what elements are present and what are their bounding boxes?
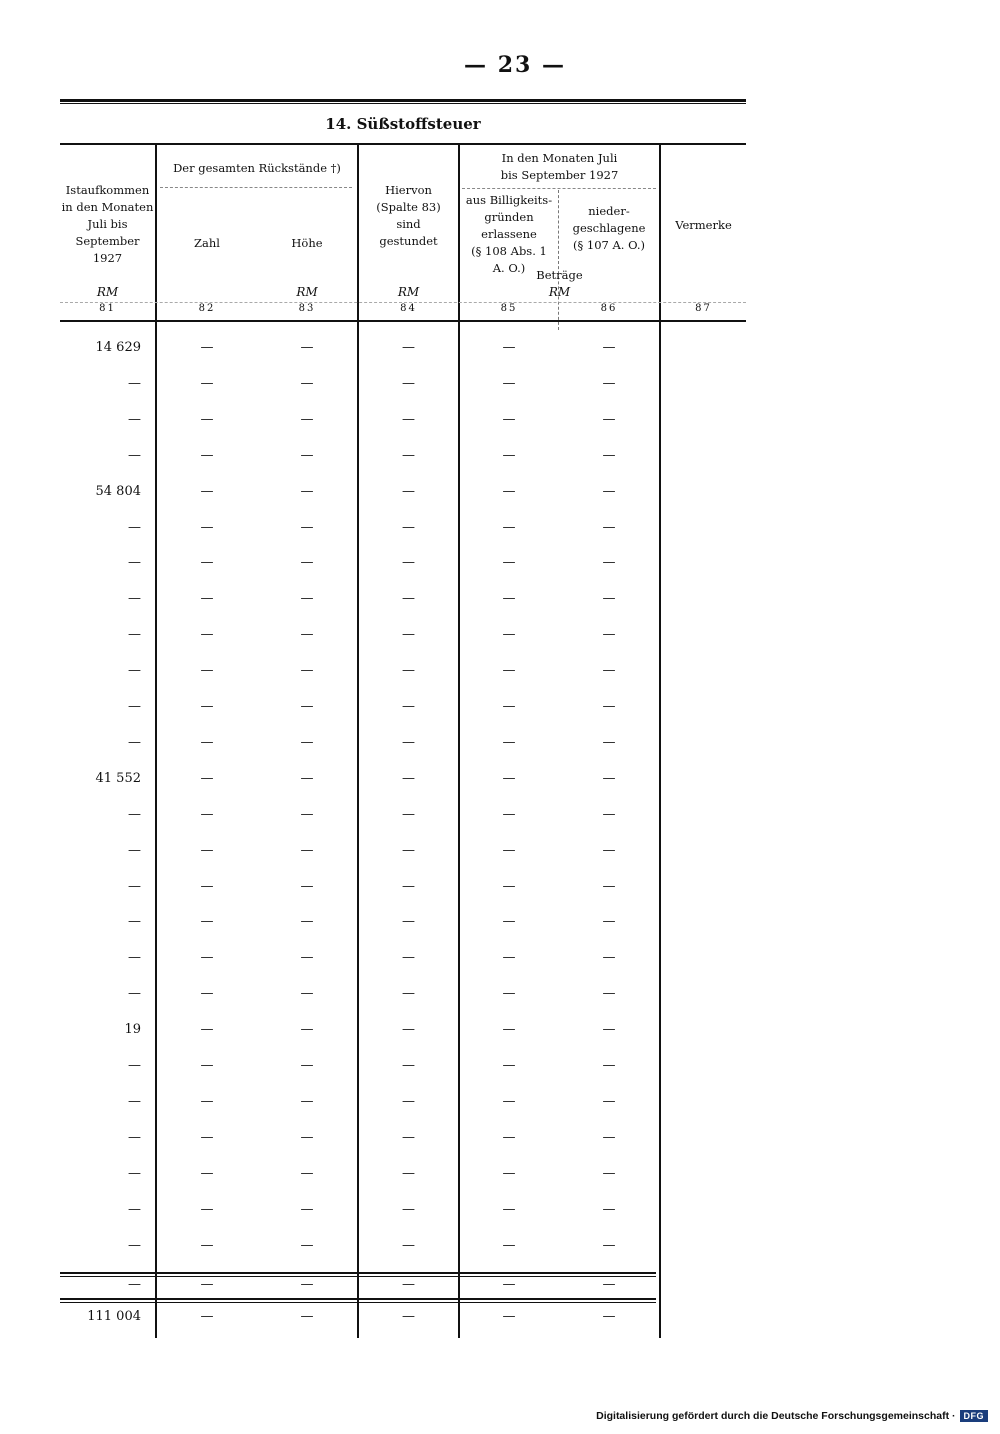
cell-col83: — [300,1058,314,1073]
cell-col83: — [300,483,314,499]
subtotal-row [60,1270,746,1300]
cell-col83: — [300,375,314,391]
cell-col84: — [402,627,415,643]
cell-col83: — [300,878,314,894]
table-row [60,617,746,653]
cell-col81: — [128,411,141,427]
subtotal-col84: — [402,1277,415,1292]
cell-col83: — [300,447,314,463]
table-row [60,1048,746,1084]
cell-col82: — [200,1093,214,1109]
subtotal-col83: — [300,1277,314,1292]
cell-col82: — [200,699,214,714]
cell-col85: — [502,483,516,499]
cell-col83: — [300,1022,314,1038]
subtotal-col86: — [602,1277,616,1292]
cell-col84: — [402,591,415,607]
cell-col82: — [200,914,214,930]
cell-col84: — [402,986,415,1002]
cell-col81: — [128,375,141,391]
cell-col81: — [128,950,141,966]
header-col81-line: September 1927 [75,234,140,265]
cell-col84: — [402,555,415,571]
cell-col86: — [602,1201,616,1217]
cell-col83: — [300,1165,314,1181]
cell-col84: — [402,914,415,930]
cell-col85: — [502,1058,516,1073]
unit-col84: RM [397,285,420,299]
subtotal-col81: — [128,1277,141,1292]
table-row [60,940,746,976]
table-row [60,545,746,581]
column-number: 84 [400,303,417,314]
header-col85-line: gründen [484,210,534,224]
table-row [60,438,746,474]
cell-col86: — [602,411,616,427]
cell-col81: — [128,914,141,930]
table-row [60,1192,746,1228]
cell-col85: — [502,950,516,966]
cell-col85: — [502,1093,516,1109]
cell-col85: — [502,734,516,750]
cell-col85: — [502,1237,516,1253]
cell-col84: — [402,447,415,463]
page-number: — 23 — [464,52,566,78]
cell-col81: — [128,447,141,463]
table-row [60,904,746,940]
header-col81 [60,182,155,267]
cell-col86: — [602,1237,616,1253]
unit-col83: RM [296,285,318,299]
header-col84-line: gestundet [379,234,438,248]
cell-col82: — [200,986,214,1002]
cell-col85: — [502,1201,516,1217]
cell-col86: — [602,555,616,571]
cell-col85: — [502,627,516,643]
cell-col81: 41 552 [95,770,141,786]
cell-col82: — [200,1058,214,1073]
total-col81: 111 004 [87,1309,141,1324]
cell-col82: — [200,555,214,571]
cell-col85: — [502,411,516,427]
column-number: 86 [600,303,618,314]
table-row [60,833,746,869]
cell-col86: — [602,878,616,894]
cell-col86: — [602,950,616,966]
cell-col83: — [300,950,314,966]
header-rueckstaende-rule [160,187,352,188]
cell-col82: — [200,519,214,535]
cell-col86: — [602,806,616,822]
unit-col85-86: RM [548,285,571,299]
total-col85: — [502,1309,516,1324]
header-months-line: bis September 1927 [500,168,619,182]
cell-col84: — [402,1058,415,1073]
cell-col86: — [602,734,616,750]
cell-col85: — [502,1022,516,1038]
cell-col82: — [200,627,214,643]
cell-col86: — [602,986,616,1002]
column-number-row [60,303,746,319]
cell-col83: — [300,1129,314,1145]
cell-col82: — [200,950,214,966]
cell-col86: — [602,340,616,355]
cell-col85: — [502,375,516,391]
cell-col81: — [128,1201,141,1217]
cell-col86: — [602,627,616,643]
cell-col81: — [128,806,141,822]
table-row [60,581,746,617]
cell-col84: — [402,1022,415,1038]
total-col84: — [402,1309,415,1324]
table-row [60,1012,746,1048]
header-col84 [359,182,458,250]
cell-col86: — [602,1022,616,1038]
column-number: 81 [99,303,116,314]
header-col84-line: Hiervon [385,183,432,197]
dfg-logo-icon: DFG [960,1410,989,1422]
cell-col82: — [200,842,214,858]
cell-col82: — [200,1237,214,1253]
cell-col84: — [402,699,415,714]
cell-col83: — [300,842,314,858]
cell-col85: — [502,591,516,607]
cell-col81: — [128,555,141,571]
cell-col84: — [402,519,415,535]
table-row [60,474,746,510]
cell-col83: — [300,555,314,571]
cell-col86: — [602,591,616,607]
cell-col83: — [300,663,314,679]
cell-col85: — [502,447,516,463]
cell-col81: — [128,1237,141,1253]
cell-col82: — [200,1165,214,1181]
cell-col81: — [128,878,141,894]
cell-col82: — [200,340,214,355]
cell-col86: — [602,842,616,858]
cell-col86: — [602,1165,616,1181]
header-rueckstaende: Der gesamten Rückstände †) [173,161,341,175]
header-col84-line: sind [396,217,421,231]
cell-col82: — [200,1201,214,1217]
cell-col83: — [300,519,314,535]
table-row [60,653,746,689]
header-col82: Zahl [194,236,220,250]
cell-col82: — [200,411,214,427]
table-row [60,402,746,438]
unit-col81: RM [96,285,119,299]
cell-col81: — [128,663,141,679]
cell-col83: — [300,1237,314,1253]
cell-col86: — [602,519,616,535]
table-row [60,869,746,905]
header-col85-line: A. O.) [492,261,526,275]
cell-col84: — [402,375,415,391]
cell-col85: — [502,663,516,679]
header-col85 [460,192,558,277]
top-rule-thin [60,103,746,104]
top-rule [60,99,746,102]
total-col83: — [300,1309,314,1324]
cell-col84: — [402,878,415,894]
header-col81-line: Juli bis [87,217,128,231]
cell-col82: — [200,447,214,463]
column-number: 83 [298,303,316,314]
cell-col81: 54 804 [95,483,141,499]
cell-col86: — [602,914,616,930]
table-row [60,797,746,833]
cell-col81: — [128,1129,141,1145]
table-row [60,510,746,546]
cell-col82: — [200,770,214,786]
cell-col81: — [128,699,141,714]
header-col85-line: (§ 108 Abs. 1 [471,244,547,258]
table-row [60,689,746,725]
cell-col84: — [402,734,415,750]
cell-col81: 19 [124,1022,141,1038]
table-row [60,1228,746,1264]
column-number: 85 [500,303,518,314]
subtotal-col85: — [502,1277,516,1292]
cell-col84: — [402,340,415,355]
cell-col82: — [200,663,214,679]
cell-col82: — [200,375,214,391]
cell-col82: — [200,806,214,822]
cell-col84: — [402,806,415,822]
digitization-footer [596,1410,988,1422]
cell-col85: — [502,842,516,858]
cell-col81: — [128,986,141,1002]
cell-col84: — [402,950,415,966]
cell-col83: — [300,627,314,643]
total-row [60,1300,746,1334]
header-col84-line: (Spalte 83) [376,200,441,214]
cell-col84: — [402,842,415,858]
cell-col83: — [300,734,314,750]
cell-col81: 14 629 [95,340,141,355]
header-col85-line: erlassene [481,227,537,241]
cell-col85: — [502,340,516,355]
column-number: 82 [198,303,216,314]
header-col83: Höhe [291,236,323,250]
cell-col83: — [300,591,314,607]
section-title: 14. Süßstoffsteuer [325,115,481,133]
header-col81-line: Istaufkommen [65,183,150,197]
cell-col81: — [128,627,141,643]
footer-text: Digitalisierung gefördert durch die Deutsche Forschungsgemeinschaft · [596,1410,956,1422]
total-col82: — [200,1309,214,1324]
cell-col82: — [200,1022,214,1038]
total-col86: — [602,1309,616,1324]
table-row [60,1120,746,1156]
cell-col83: — [300,770,314,786]
cell-col81: — [128,734,141,750]
table-row [60,761,746,797]
subtotal-col82: — [200,1277,214,1292]
header-months-line: In den Monaten Juli [501,151,618,165]
cell-col85: — [502,1129,516,1145]
column-number: 87 [695,303,712,314]
cell-col81: — [128,1165,141,1181]
header-betraege: Beträge [536,268,583,282]
header-col86 [559,203,659,254]
cell-col82: — [200,483,214,499]
cell-col83: — [300,914,314,930]
table-row [60,366,746,402]
cell-col86: — [602,375,616,391]
table-row [60,1084,746,1120]
header-col86-line: nieder- [588,204,630,218]
cell-col84: — [402,770,415,786]
header-col86-line: (§ 107 A. O.) [572,238,645,252]
cell-col86: — [602,1093,616,1109]
table-row [60,1156,746,1192]
cell-col84: — [402,1201,415,1217]
cell-col86: — [602,1058,616,1073]
cell-col83: — [300,1201,314,1217]
cell-col86: — [602,699,616,714]
cell-col84: — [402,1165,415,1181]
cell-col81: — [128,1058,141,1073]
header-bottom-rule [60,320,746,322]
cell-col85: — [502,555,516,571]
cell-col81: — [128,1093,141,1109]
cell-col85: — [502,806,516,822]
cell-col82: — [200,591,214,607]
cell-col86: — [602,483,616,499]
table-row [60,725,746,761]
cell-col85: — [502,770,516,786]
header-col85-line: aus Billigkeits- [465,193,553,207]
cell-col84: — [402,411,415,427]
cell-col84: — [402,483,415,499]
header-col87: Vermerke [675,218,732,232]
cell-col85: — [502,699,516,714]
cell-col83: — [300,986,314,1002]
header-col81-line: in den Monaten [61,200,154,214]
cell-col83: — [300,699,314,714]
cell-col81: — [128,591,141,607]
table-row [60,976,746,1012]
cell-col81: — [128,519,141,535]
cell-col83: — [300,1093,314,1109]
cell-col84: — [402,1129,415,1145]
cell-col85: — [502,519,516,535]
cell-col85: — [502,986,516,1002]
cell-col83: — [300,340,314,355]
cell-col86: — [602,663,616,679]
cell-col82: — [200,878,214,894]
title-rule [60,143,746,145]
cell-col85: — [502,878,516,894]
cell-col84: — [402,663,415,679]
cell-col84: — [402,1237,415,1253]
cell-col83: — [300,806,314,822]
cell-col86: — [602,447,616,463]
cell-col84: — [402,1093,415,1109]
cell-col86: — [602,770,616,786]
header-months-rule [462,188,656,189]
cell-col85: — [502,914,516,930]
header-months [460,150,659,184]
cell-col82: — [200,734,214,750]
header-col86-line: geschlagene [572,221,646,235]
table-row [60,330,746,366]
cell-col85: — [502,1165,516,1181]
cell-col86: — [602,1129,616,1145]
cell-col81: — [128,842,141,858]
cell-col83: — [300,411,314,427]
cell-col82: — [200,1129,214,1145]
